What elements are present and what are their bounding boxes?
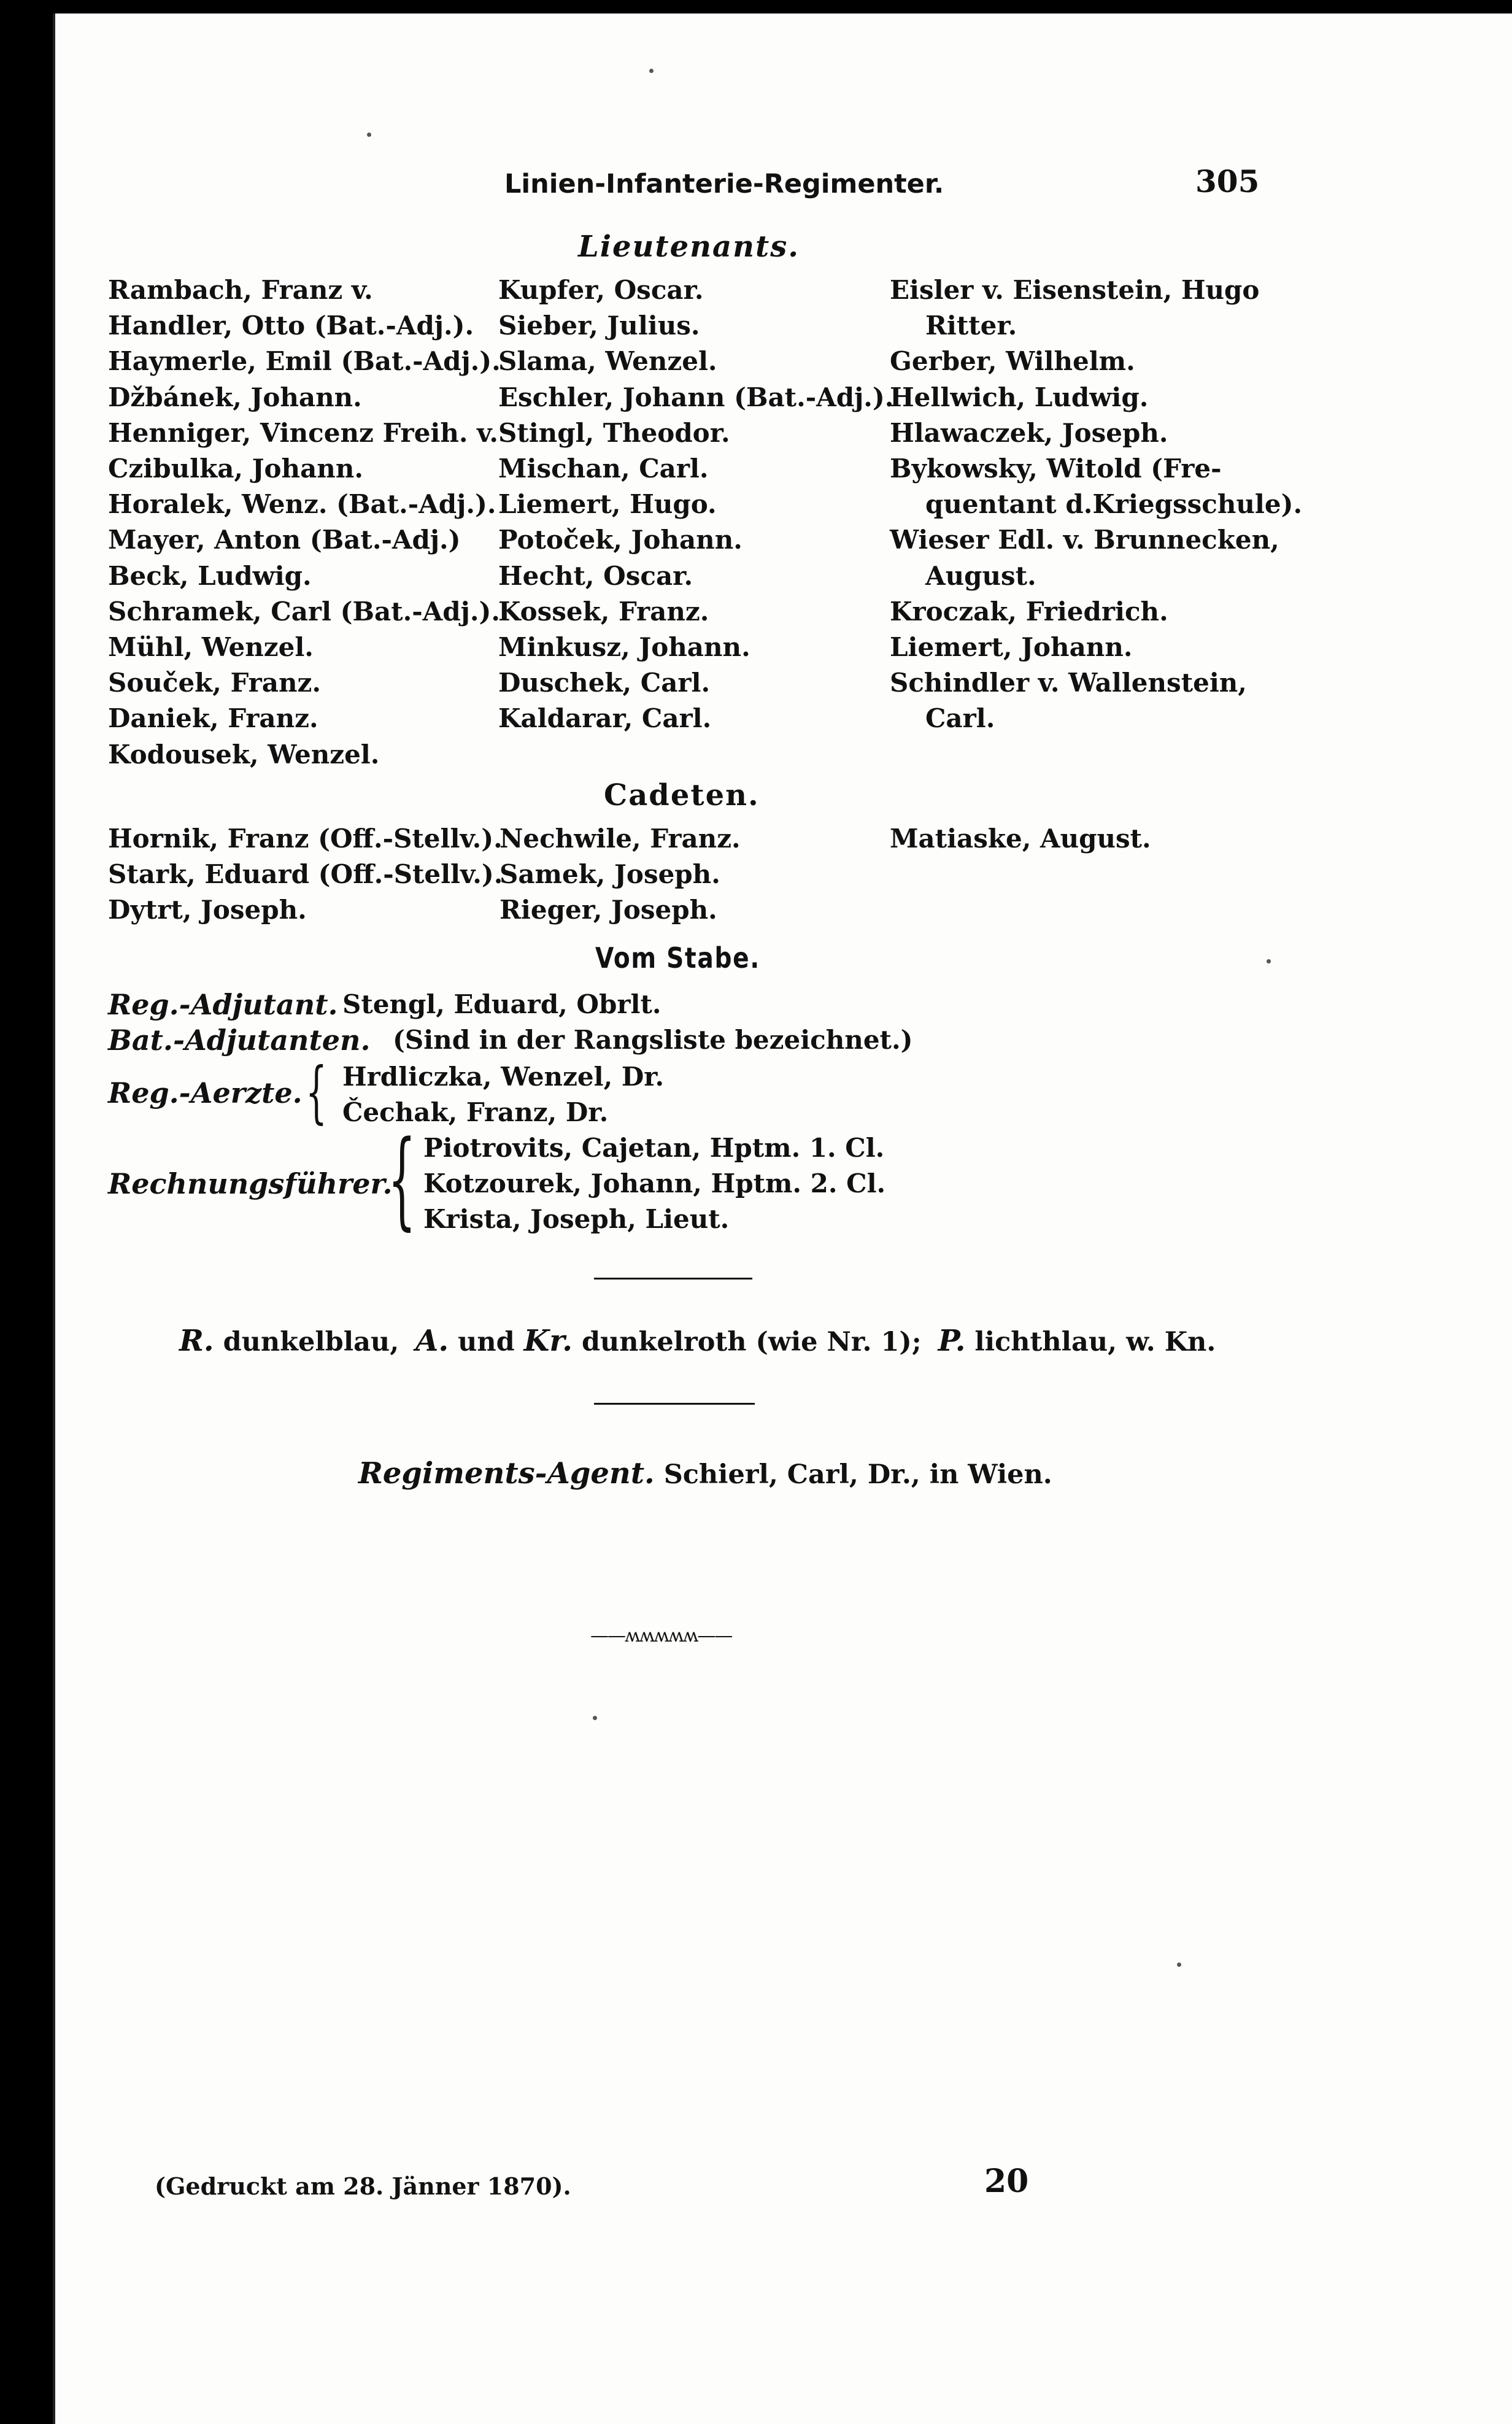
list-item: Krista, Joseph, Lieut.: [423, 1204, 730, 1235]
list-item: Sieber, Julius.: [498, 311, 700, 341]
list-item: Gerber, Wilhelm.: [890, 346, 1135, 377]
list-item: Piotrovits, Cajetan, Hptm. 1. Cl.: [423, 1133, 885, 1163]
section-heading-vom-stabe: Vom Stabe.: [595, 941, 760, 975]
agent-label: Regiments-Agent.: [358, 1456, 655, 1491]
list-item: Handler, Otto (Bat.-Adj.).: [108, 311, 474, 341]
p-label: P.: [938, 1324, 966, 1358]
reg-aerzte-label: Reg.-Aerzte.: [108, 1076, 303, 1110]
list-item: Daniek, Franz.: [108, 703, 318, 734]
kr-label: Kr.: [523, 1324, 573, 1358]
page-number: 305: [1195, 163, 1260, 199]
rechnungsfuehrer-list: [423, 1130, 885, 1238]
list-item: Czibulka, Johann.: [108, 454, 363, 484]
brace-icon: {: [306, 1052, 327, 1131]
list-item: Kroczak, Friedrich.: [890, 596, 1168, 627]
list-item: Souček, Franz.: [108, 668, 321, 698]
section-heading-cadeten: Cadeten.: [604, 778, 760, 813]
list-item-continuation: quentant d.Kriegsschule).: [925, 489, 1303, 520]
list-item: Schramek, Carl (Bat.-Adj.).: [108, 596, 500, 627]
list-item: Dytrt, Joseph.: [108, 895, 307, 925]
list-item: Henniger, Vincenz Freih. v.: [108, 417, 498, 448]
list-item: Kupfer, Oscar.: [498, 275, 704, 305]
list-item: Hornik, Franz (Off.-Stellv.).: [108, 824, 503, 854]
list-item: Mayer, Anton (Bat.-Adj.): [108, 525, 461, 555]
speck: [1177, 1963, 1181, 1967]
list-item: Čechak, Franz, Dr.: [342, 1097, 609, 1128]
list-item: Potoček, Johann.: [498, 525, 742, 555]
list-item: Slama, Wenzel.: [498, 346, 717, 377]
bat-adjutanten-label: Bat.-Adjutanten.: [108, 1024, 371, 1057]
list-item: Stark, Eduard (Off.-Stellv.).: [108, 859, 503, 890]
list-item: Rambach, Franz v.: [108, 275, 373, 305]
list-item: Beck, Ludwig.: [108, 560, 312, 591]
list-item: Horalek, Wenz. (Bat.-Adj.).: [108, 489, 496, 520]
r-value: dunkelblau,: [223, 1327, 399, 1357]
ornament-divider: ——ʍʍʍʍʍ——: [590, 1625, 732, 1646]
list-item: Kaldarar, Carl.: [498, 703, 712, 734]
list-item: Haymerle, Emil (Bat.-Adj.).: [108, 346, 501, 377]
r-label: R.: [179, 1324, 214, 1358]
agent-value: Schierl, Carl, Dr., in Wien.: [663, 1459, 1052, 1490]
section-heading-lieutenants: Lieutenants.: [578, 230, 800, 264]
uniform-colors-line: [179, 1323, 1216, 1360]
lieutenants-column-2: [498, 272, 893, 737]
list-item: Džbánek, Johann.: [108, 382, 362, 412]
list-item: Liemert, Johann.: [890, 632, 1133, 663]
list-item: Kossek, Franz.: [498, 596, 709, 627]
cadeten-column-1: [108, 821, 503, 928]
lieutenants-column-1: [108, 272, 501, 773]
list-item: Samek, Joseph.: [500, 859, 720, 890]
print-note: (Gedruckt am 28. Jänner 1870).: [155, 2172, 571, 2200]
a-label: A.: [415, 1324, 449, 1358]
list-item: Duschek, Carl.: [498, 668, 711, 698]
list-item: Kotzourek, Johann, Hptm. 2. Cl.: [423, 1168, 886, 1199]
list-item: Bykowsky, Witold (Fre-: [890, 454, 1222, 484]
list-item: Mühl, Wenzel.: [108, 632, 314, 663]
regiments-agent-line: [358, 1456, 1052, 1492]
lieutenants-column-3: [890, 272, 1302, 737]
list-item: Minkusz, Johann.: [498, 632, 750, 663]
reg-adjutant-label: Reg.-Adjutant.: [108, 988, 338, 1021]
und-text: und: [458, 1327, 515, 1357]
list-item: Liemert, Hugo.: [498, 489, 717, 520]
list-item: Hecht, Oscar.: [498, 560, 693, 591]
reg-adjutant-value: Stengl, Eduard, Obrlt.: [342, 989, 662, 1019]
list-item: Rieger, Joseph.: [500, 895, 717, 925]
signature-number: 20: [984, 2163, 1029, 2200]
speck: [649, 69, 654, 73]
list-item: Mischan, Carl.: [498, 454, 709, 484]
list-item: Hlawaczek, Joseph.: [890, 417, 1168, 448]
list-item: Eschler, Johann (Bat.-Adj.).: [498, 382, 894, 412]
list-item: Matiaske, August.: [890, 824, 1151, 854]
kr-value: dunkelroth (wie Nr. 1);: [581, 1327, 922, 1357]
list-item: Nechwile, Franz.: [500, 824, 741, 854]
speck: [593, 1716, 597, 1720]
list-item: Eisler v. Eisenstein, Hugo: [890, 275, 1260, 305]
list-item-continuation: Carl.: [925, 703, 995, 734]
p-value: lichthlau, w. Kn.: [974, 1327, 1216, 1357]
list-item-continuation: Ritter.: [925, 311, 1017, 341]
list-item: Hrdliczka, Wenzel, Dr.: [342, 1062, 665, 1092]
cadeten-column-2: [500, 821, 741, 928]
list-item: Hellwich, Ludwig.: [890, 382, 1149, 412]
list-item: Kodousek, Wenzel.: [108, 739, 380, 770]
bat-adjutanten-value: (Sind in der Rangsliste bezeichnet.): [393, 1025, 913, 1055]
brace-icon: {: [388, 1117, 416, 1241]
list-item: Schindler v. Wallenstein,: [890, 668, 1247, 698]
running-header-title: Linien-Infanterie-Regimenter.: [504, 169, 944, 199]
cadeten-column-3: [890, 821, 1151, 857]
list-item: Stingl, Theodor.: [498, 417, 730, 448]
divider: [594, 1278, 752, 1280]
rechnungsfuehrer-label: Rechnungsführer.: [108, 1167, 393, 1200]
divider: [594, 1403, 755, 1405]
speck: [1267, 959, 1271, 963]
list-item: Wieser Edl. v. Brunnecken,: [890, 525, 1279, 555]
speck: [367, 133, 371, 137]
list-item-continuation: August.: [925, 560, 1036, 591]
